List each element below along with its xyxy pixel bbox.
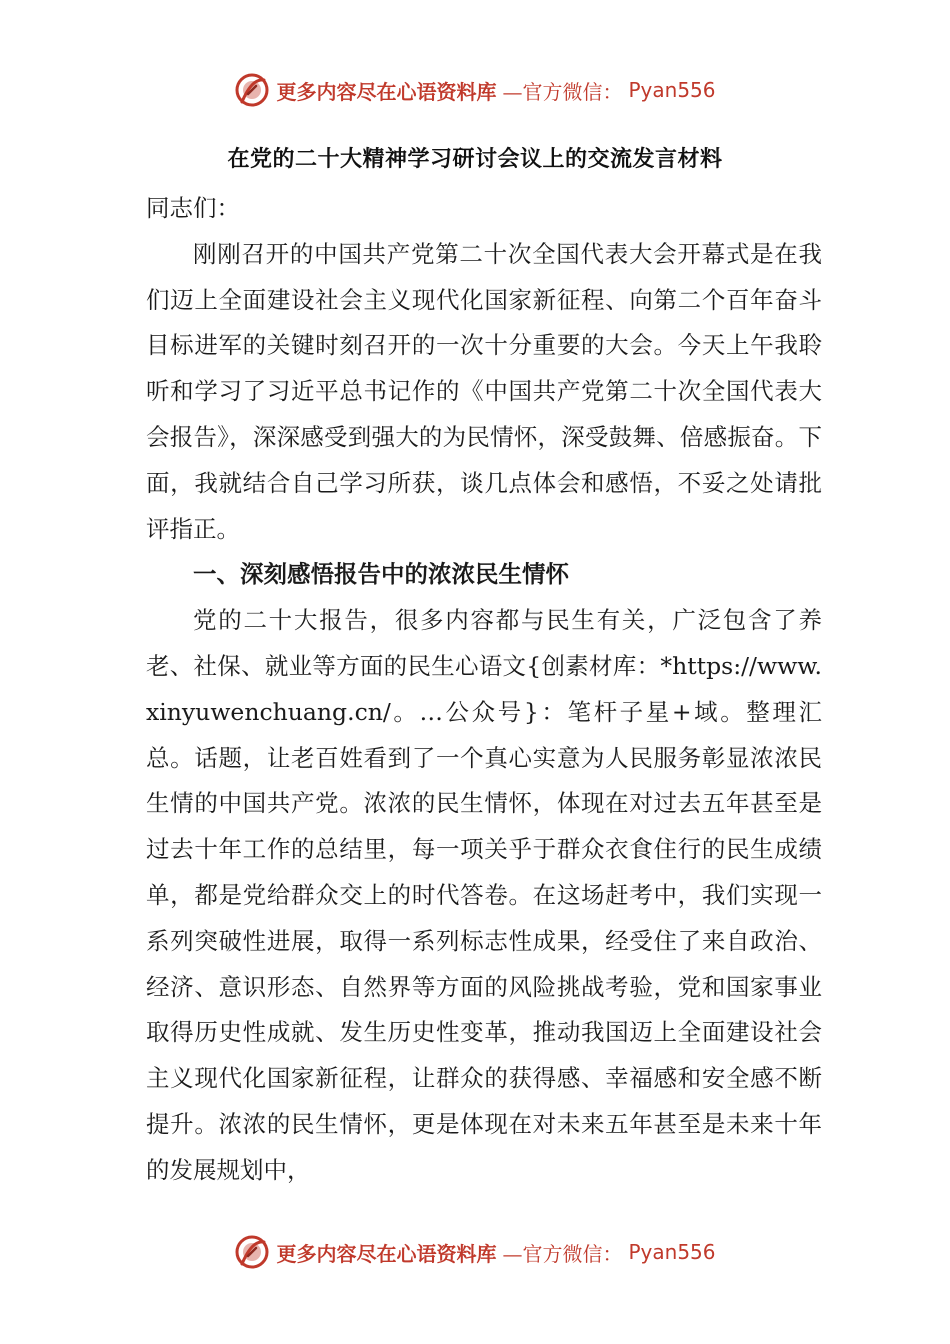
header-banner xyxy=(0,68,950,112)
banner-wechat-id: Pyan556 xyxy=(628,78,716,102)
brand-logo-icon xyxy=(234,72,270,108)
section-heading: 一、深刻感悟报告中的浓浓民生情怀 xyxy=(193,560,569,589)
document-body xyxy=(146,186,822,1194)
banner-main-text: 更多内容尽在心语资料库 xyxy=(276,79,497,104)
section-paragraph: 党的二十大报告，很多内容都与民生有关，广泛包含了养老、社保、就业等方面的民生心语文{创素材库：*https://www.xinyuwenchuang.cn/。…公众号}：笔杆子星+域。整理汇总。话题，让老百姓看到了一个真心实意为人民服务彰显浓浓民生情的中国共产党。浓浓的民生情怀，体现在对过去五年甚至是过去十年工作的总结里，每一项关乎于群众衣食住行的民生成绩单，都是党给群众交上的时代答卷。在这场赶考中，我们实现一系列突破性进展，取得一系列标志性成果，经受住了来自政治、经济、意识形态、自然界等方面的风险挑战考验，党和国家事业取得历史性成就、发生历史性变革，推动我国迈上全面建设社会主义现代化国家新征程，让群众的获得感、幸福感和安全感不断提升。浓浓的民生情怀，更是体现在对未来五年甚至是未来十年的发展规划中， xyxy=(146,606,822,1184)
document-title: 在党的二十大精神学习研讨会议上的交流发言材料 xyxy=(227,147,723,172)
banner-main-text: 更多内容尽在心语资料库 xyxy=(276,1241,497,1266)
banner-sub-text: —官方微信： xyxy=(502,1241,623,1266)
footer-banner xyxy=(0,1230,950,1274)
salutation: 同志们： xyxy=(146,194,240,222)
brand-logo-icon xyxy=(234,1234,270,1270)
banner-sub-text: —官方微信： xyxy=(502,79,623,104)
banner-wechat-id: Pyan556 xyxy=(628,1240,716,1264)
intro-paragraph: 刚刚召开的中国共产党第二十次全国代表大会开幕式是在我们迈上全面建设社会主义现代化国家新征程、向第二个百年奋斗目标进军的关键时刻召开的一次十分重要的大会。今天上午我聆听和学习了习近平总书记作的《中国共产党第二十次全国代表大会报告》，深深感受到强大的为民情怀，深受鼓舞、倍感振奋。下面，我就结合自己学习所获，谈几点体会和感悟，不妥之处请批评指正。 xyxy=(146,239,822,543)
